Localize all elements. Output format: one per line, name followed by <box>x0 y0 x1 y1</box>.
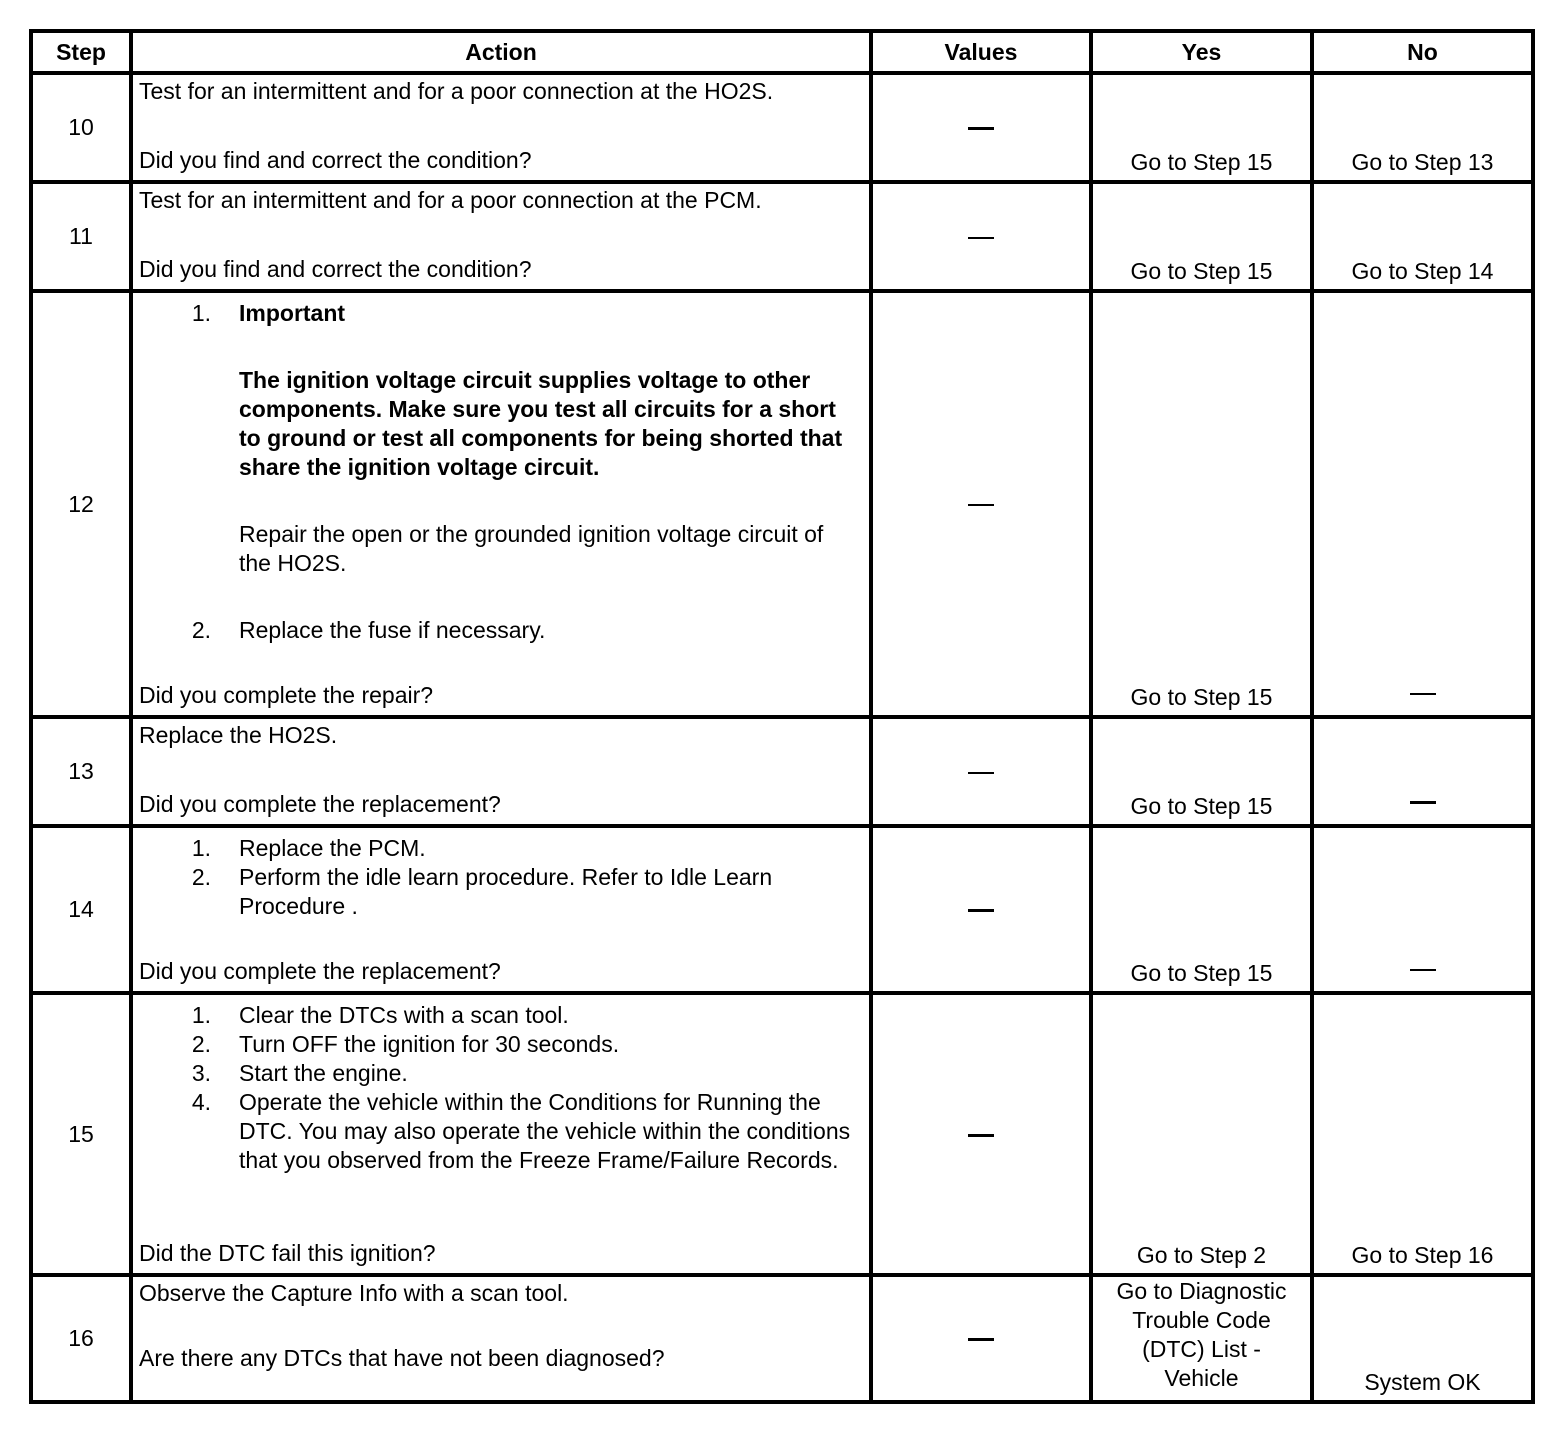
list-item-text: Repair the open or the grounded ignition voltage circuit of the HO2S. <box>239 521 824 576</box>
table-row <box>31 73 1533 182</box>
list-item: 4. Operate the vehicle within the Conditions for Running the DTC. You may also operate the vehicle within the conditions that you observed from the Freeze Frame/Failure Records. <box>139 1088 863 1175</box>
procedure-list <box>139 299 863 645</box>
action-question: Did the DTC fail this ignition? <box>139 1240 436 1266</box>
list-item-text: Turn OFF the ignition for 30 seconds. <box>239 1031 620 1057</box>
header-step: Step <box>31 31 131 73</box>
action-question: Are there any DTCs that have not been diagnosed? <box>139 1345 665 1371</box>
values-cell <box>871 182 1091 291</box>
dash-icon <box>968 127 994 130</box>
action-text: Test for an intermittent and for a poor connection at the HO2S. <box>139 78 774 104</box>
action-cell <box>131 993 871 1275</box>
table-row <box>31 993 1533 1275</box>
dash-icon <box>1410 693 1436 695</box>
header-yes: Yes <box>1091 31 1312 73</box>
no-cell: Go to Step 16 <box>1312 993 1533 1275</box>
action-question: Did you find and correct the condition? <box>139 147 532 173</box>
dash-icon <box>968 909 994 912</box>
dash-icon <box>1410 969 1436 971</box>
list-item-text: Perform the idle learn procedure. Refer to Idle Learn Procedure . <box>239 864 773 919</box>
action-cell <box>131 73 871 182</box>
action-text: Test for an intermittent and for a poor connection at the PCM. <box>139 187 762 213</box>
step-number: 14 <box>31 826 131 993</box>
list-item: 3. Start the engine. <box>139 1059 863 1088</box>
list-item: 2. Turn OFF the ignition for 30 seconds. <box>139 1030 863 1059</box>
list-item-text: Replace the PCM. <box>239 835 426 861</box>
action-cell <box>131 182 871 291</box>
yes-cell: Go to Step 15 <box>1091 73 1312 182</box>
table-row <box>31 717 1533 826</box>
values-cell <box>871 291 1091 717</box>
yes-cell: Go to Step 15 <box>1091 717 1312 826</box>
step-number: 15 <box>31 993 131 1275</box>
no-cell <box>1312 826 1533 993</box>
header-action: Action <box>131 31 871 73</box>
procedure-list <box>139 834 863 921</box>
dash-icon <box>968 1134 994 1137</box>
action-cell <box>131 826 871 993</box>
dash-icon <box>1410 801 1436 804</box>
dash-icon <box>968 1338 994 1341</box>
list-item: 1. Important The ignition voltage circuit supplies voltage to other components. Make sure you test all circuits for a short to ground or test all components for being shorted that share the ignition voltage circuit. Repair the open or the grounded ignition voltage circuit of the HO2S. <box>139 299 863 616</box>
yes-cell: Go to Step 15 <box>1091 182 1312 291</box>
dash-icon <box>968 237 994 239</box>
no-cell: System OK <box>1312 1275 1533 1402</box>
table-row <box>31 182 1533 291</box>
header-no: No <box>1312 31 1533 73</box>
dash-icon <box>968 504 994 506</box>
values-cell <box>871 826 1091 993</box>
important-label: Important <box>239 300 346 326</box>
diagnostic-table <box>29 29 1535 1404</box>
values-cell <box>871 1275 1091 1402</box>
table-row <box>31 826 1533 993</box>
action-question: Did you find and correct the condition? <box>139 256 532 282</box>
yes-link-text: Go to Diagnostic Trouble Code (DTC) List - Vehicle <box>1116 1278 1287 1391</box>
list-item: 2. Replace the fuse if necessary. <box>139 616 863 645</box>
values-cell <box>871 717 1091 826</box>
list-item-text: Start the engine. <box>239 1060 408 1086</box>
action-cell <box>131 1275 871 1402</box>
values-cell <box>871 73 1091 182</box>
list-item: 1. Replace the PCM. <box>139 834 863 863</box>
procedure-list <box>139 1001 863 1175</box>
list-item: 1. Clear the DTCs with a scan tool. <box>139 1001 863 1030</box>
action-question: Did you complete the replacement? <box>139 791 501 817</box>
step-number: 12 <box>31 291 131 717</box>
table-row <box>31 291 1533 717</box>
list-item: 2. Perform the idle learn procedure. Refer to Idle Learn Procedure . <box>139 863 863 921</box>
list-item-text: Clear the DTCs with a scan tool. <box>239 1002 569 1028</box>
list-item-text: Replace the fuse if necessary. <box>239 617 546 643</box>
no-cell: Go to Step 14 <box>1312 182 1533 291</box>
action-question: Did you complete the repair? <box>139 682 434 708</box>
action-text: Observe the Capture Info with a scan tool. <box>139 1280 569 1306</box>
step-number: 11 <box>31 182 131 291</box>
yes-cell: Go to Step 15 <box>1091 826 1312 993</box>
no-cell <box>1312 717 1533 826</box>
important-note: The ignition voltage circuit supplies voltage to other components. Make sure you test all circuits for a short to ground or test all components for being shorted that share the ignition voltage circuit. <box>239 367 843 480</box>
list-item-text: Operate the vehicle within the Conditions for Running the DTC. You may also operate the vehicle within the conditions that you observed from the Freeze Frame/Failure Records. <box>239 1089 851 1173</box>
header-row <box>31 31 1533 73</box>
yes-cell <box>1091 1275 1312 1402</box>
table-row <box>31 1275 1533 1402</box>
yes-cell: Go to Step 15 <box>1091 291 1312 717</box>
no-cell <box>1312 291 1533 717</box>
header-values: Values <box>871 31 1091 73</box>
action-question: Did you complete the replacement? <box>139 958 501 984</box>
step-number: 16 <box>31 1275 131 1402</box>
action-cell <box>131 291 871 717</box>
step-number: 10 <box>31 73 131 182</box>
values-cell <box>871 993 1091 1275</box>
step-number: 13 <box>31 717 131 826</box>
dash-icon <box>968 772 994 774</box>
action-text: Replace the HO2S. <box>139 722 338 748</box>
action-cell <box>131 717 871 826</box>
yes-cell: Go to Step 2 <box>1091 993 1312 1275</box>
no-cell: Go to Step 13 <box>1312 73 1533 182</box>
